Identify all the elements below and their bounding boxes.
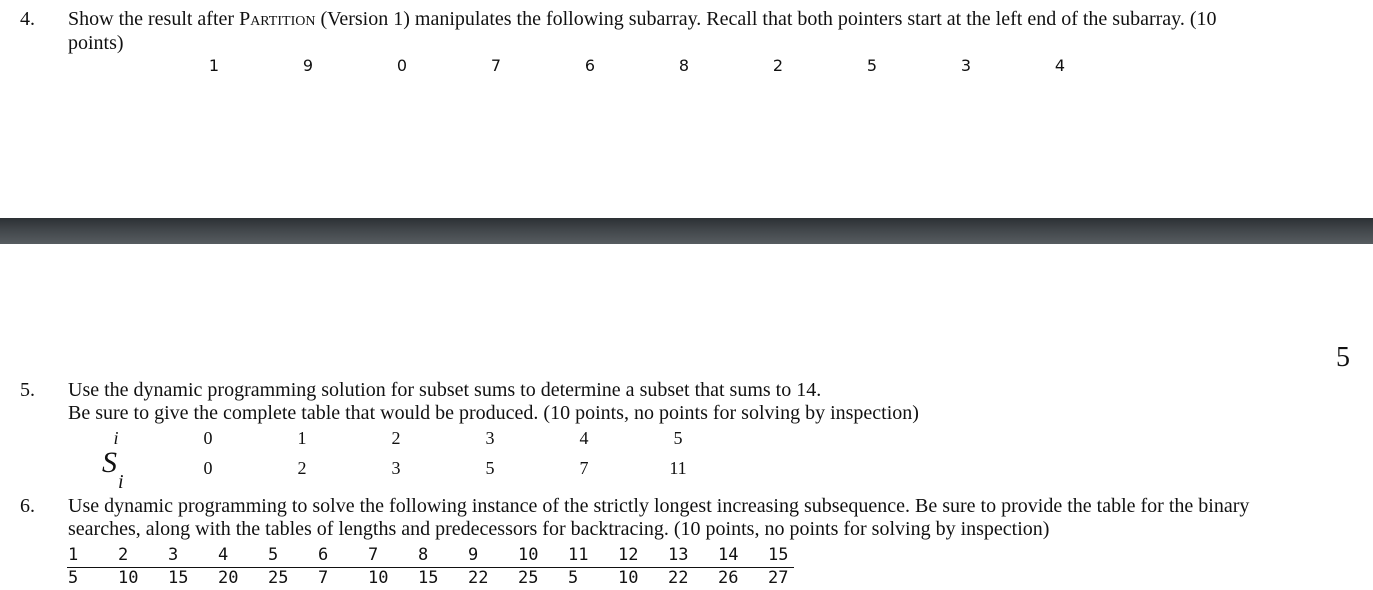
lis-index: 3	[168, 545, 179, 565]
s-value: 11	[669, 458, 687, 478]
lis-value: 22	[468, 568, 489, 588]
problem-4-text-line2: points)	[68, 32, 124, 54]
page-break-divider	[0, 218, 1373, 244]
problem-5-text-line2: Be sure to give the complete table that would be produced. (10 points, no points for solving by inspection)	[68, 402, 919, 424]
lis-index: 8	[418, 545, 429, 565]
array-element: 0	[396, 56, 408, 75]
problem-5-number: 5.	[20, 379, 35, 401]
lis-value: 27	[768, 568, 789, 588]
problem-4-text-before: Show the result after	[68, 8, 240, 30]
i-value: 5	[673, 428, 683, 448]
s-row-subscript: i	[118, 471, 124, 493]
i-value: 4	[579, 428, 589, 448]
lis-index: 9	[468, 545, 479, 565]
lis-value: 15	[168, 568, 189, 588]
array-element: 7	[490, 56, 502, 75]
lis-index: 12	[618, 545, 639, 565]
page-number: 5	[1336, 342, 1350, 373]
lis-value: 10	[118, 568, 139, 588]
lis-index: 7	[368, 545, 379, 565]
i-value: 2	[391, 428, 401, 448]
lis-value: 10	[368, 568, 389, 588]
i-value: 1	[297, 428, 307, 448]
array-element: 2	[772, 56, 784, 75]
lis-value: 10	[618, 568, 639, 588]
s-value: 5	[485, 458, 495, 478]
lis-value: 26	[718, 568, 739, 588]
problem-4-text-after: (Version 1) manipulates the following subarray. Recall that both pointers start at the left end of the subarray. (10	[315, 8, 1217, 30]
array-element: 4	[1054, 56, 1066, 75]
s-value: 0	[203, 458, 213, 478]
lis-index: 13	[668, 545, 689, 565]
array-element: 5	[866, 56, 878, 75]
lis-value: 20	[218, 568, 239, 588]
problem-4-number: 4.	[20, 8, 35, 30]
array-element: 9	[302, 56, 314, 75]
lis-index: 2	[118, 545, 129, 565]
i-row-label: i	[113, 428, 119, 448]
s-value: 3	[391, 458, 401, 478]
array-element: 8	[678, 56, 690, 75]
lis-value: 25	[268, 568, 289, 588]
lis-value: 25	[518, 568, 539, 588]
problem-4-text-line1	[68, 8, 1217, 31]
array-element: 3	[960, 56, 972, 75]
problem-6-text-line2: searches, along with the tables of lengths and predecessors for backtracing. (10 points, no points for solving by inspection)	[68, 518, 1050, 540]
lis-index: 1	[68, 545, 79, 565]
lis-value: 5	[68, 568, 79, 588]
lis-value: 7	[318, 568, 329, 588]
s-value: 2	[297, 458, 307, 478]
lis-index: 4	[218, 545, 229, 565]
lis-index: 10	[518, 545, 539, 565]
i-value: 0	[203, 428, 213, 448]
array-element: 1	[208, 56, 220, 75]
problem-6-number: 6.	[20, 495, 35, 517]
lis-index: 6	[318, 545, 329, 565]
problem-6-text-line1: Use dynamic programming to solve the following instance of the strictly longest increasing subsequence. Be sure to provide the table for the binary	[68, 495, 1250, 517]
problem-5-text-line1: Use the dynamic programming solution for subset sums to determine a subset that sums to 14.	[68, 379, 822, 401]
s-value: 7	[579, 458, 589, 478]
partition-keyword: Partition	[239, 8, 316, 30]
array-element: 6	[584, 56, 596, 75]
lis-index: 11	[568, 545, 589, 565]
i-value: 3	[485, 428, 495, 448]
lis-value: 15	[418, 568, 439, 588]
lis-index: 15	[768, 545, 789, 565]
lis-index: 14	[718, 545, 739, 565]
lis-value: 5	[568, 568, 579, 588]
lis-index: 5	[268, 545, 279, 565]
lis-value: 22	[668, 568, 689, 588]
s-row-label: S	[102, 446, 117, 479]
